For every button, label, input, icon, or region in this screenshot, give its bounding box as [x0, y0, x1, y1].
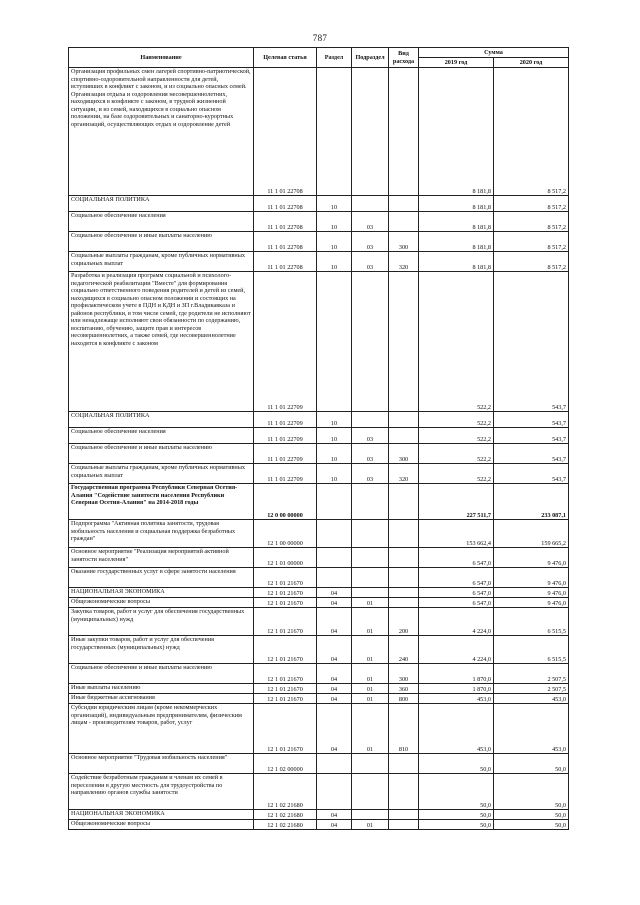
row-amount-2020: 9 476,0	[494, 548, 569, 568]
row-amount-2020: 543,7	[494, 464, 569, 484]
table-row	[69, 754, 569, 774]
row-amount-2019: 4 224,0	[419, 636, 494, 664]
row-amount-2019: 453,0	[419, 704, 494, 754]
table-row	[69, 694, 569, 704]
row-expense-type	[389, 484, 419, 520]
row-amount-2020: 453,0	[494, 704, 569, 754]
row-name: Социальное обеспечение и иные выплаты населению	[69, 444, 254, 464]
row-expense-type	[389, 774, 419, 810]
row-subsection	[352, 412, 389, 428]
row-section: 04	[317, 588, 352, 598]
row-target-code: 11 1 01 22708	[254, 212, 317, 232]
row-expense-type	[389, 272, 419, 412]
row-expense-type	[389, 820, 419, 830]
row-amount-2019: 6 547,0	[419, 598, 494, 608]
row-expense-type: 810	[389, 704, 419, 754]
row-amount-2020: 543,7	[494, 272, 569, 412]
row-target-code: 12 1 02 21680	[254, 810, 317, 820]
row-name: Социальное обеспечение и иные выплаты населению	[69, 664, 254, 684]
row-section: 10	[317, 464, 352, 484]
row-target-code: 12 1 01 21670	[254, 598, 317, 608]
budget-table	[68, 47, 569, 830]
row-target-code: 12 1 00 00000	[254, 520, 317, 548]
row-name: Социальные выплаты гражданам, кроме публичных нормативных социальных выплат	[69, 464, 254, 484]
table-row	[69, 568, 569, 588]
table-row	[69, 412, 569, 428]
row-expense-type: 320	[389, 464, 419, 484]
row-subsection: 03	[352, 444, 389, 464]
table-row	[69, 684, 569, 694]
row-section	[317, 754, 352, 774]
row-expense-type: 320	[389, 252, 419, 272]
row-section: 04	[317, 636, 352, 664]
table-row	[69, 774, 569, 810]
row-target-code: 12 1 01 21670	[254, 568, 317, 588]
row-expense-type	[389, 568, 419, 588]
row-amount-2020: 543,7	[494, 444, 569, 464]
row-subsection: 01	[352, 598, 389, 608]
row-name: НАЦИОНАЛЬНАЯ ЭКОНОМИКА	[69, 810, 254, 820]
row-target-code: 12 1 01 21670	[254, 704, 317, 754]
row-target-code: 12 1 01 21670	[254, 684, 317, 694]
row-name: Разработка и реализация программ социальной и психолого-педагогической реабилитации "Вместе" для формирования социально ответственного поведения родителей и детей из семей, находящихся в социально опасном положении и состоящих на профилактическом учете в ПДН и КДН и ЗП г.Владикавказа и районов республики, в том числе семей, где родители не исполняют или ненадлежаще исполняют свои обязанности по содержанию, воспитанию, обучению, защите прав и интересов несовершеннолетних, а также семей, где несовершеннолетние находятся в конфликте с законом	[69, 272, 254, 412]
row-name: Социальные выплаты гражданам, кроме публичных нормативных социальных выплат	[69, 252, 254, 272]
row-section: 04	[317, 608, 352, 636]
row-name: Подпрограмма "Активная политика занятости, трудовая мобильность населения и социальная поддержка безработных граждан"	[69, 520, 254, 548]
header-section: Раздел	[317, 48, 352, 68]
row-subsection: 01	[352, 694, 389, 704]
row-amount-2020: 543,7	[494, 428, 569, 444]
row-amount-2019: 6 547,0	[419, 568, 494, 588]
table-row	[69, 272, 569, 412]
row-subsection	[352, 774, 389, 810]
row-amount-2019: 153 662,4	[419, 520, 494, 548]
row-subsection	[352, 68, 389, 196]
row-amount-2019: 522,2	[419, 464, 494, 484]
row-name: Основное мероприятие "Трудовая мобильность населения"	[69, 754, 254, 774]
page-number: 787	[312, 33, 328, 43]
row-amount-2019: 522,2	[419, 428, 494, 444]
row-name: СОЦИАЛЬНАЯ ПОЛИТИКА	[69, 412, 254, 428]
table-body	[69, 68, 569, 830]
table-row	[69, 548, 569, 568]
table-row	[69, 608, 569, 636]
row-target-code: 11 1 01 22708	[254, 68, 317, 196]
row-amount-2019: 1 870,0	[419, 684, 494, 694]
row-amount-2019: 8 181,8	[419, 212, 494, 232]
row-subsection: 01	[352, 820, 389, 830]
row-amount-2020: 9 476,0	[494, 568, 569, 588]
row-amount-2019: 6 547,0	[419, 588, 494, 598]
row-target-code: 11 1 01 22708	[254, 232, 317, 252]
header-name: Наименование	[69, 48, 254, 68]
row-expense-type: 360	[389, 684, 419, 694]
row-amount-2019: 4 224,0	[419, 608, 494, 636]
row-section: 10	[317, 212, 352, 232]
row-subsection	[352, 272, 389, 412]
row-amount-2020: 50,0	[494, 754, 569, 774]
row-subsection: 01	[352, 608, 389, 636]
table-row	[69, 464, 569, 484]
table-row	[69, 820, 569, 830]
row-name: НАЦИОНАЛЬНАЯ ЭКОНОМИКА	[69, 588, 254, 598]
row-amount-2020: 6 515,5	[494, 608, 569, 636]
row-amount-2019: 8 181,8	[419, 196, 494, 212]
row-section: 04	[317, 704, 352, 754]
row-expense-type: 300	[389, 664, 419, 684]
row-target-code: 12 0 00 00000	[254, 484, 317, 520]
row-section	[317, 272, 352, 412]
row-name: Социальное обеспечение населения	[69, 212, 254, 232]
row-amount-2019: 8 181,8	[419, 232, 494, 252]
row-amount-2020: 8 517,2	[494, 232, 569, 252]
row-amount-2020: 8 517,2	[494, 68, 569, 196]
table-row	[69, 68, 569, 196]
row-section	[317, 484, 352, 520]
row-name: Оказание государственных услуг в сфере занятости населения	[69, 568, 254, 588]
row-section: 10	[317, 428, 352, 444]
row-expense-type	[389, 548, 419, 568]
table-row	[69, 212, 569, 232]
row-amount-2020: 2 507,5	[494, 684, 569, 694]
row-expense-type: 200	[389, 608, 419, 636]
table-row	[69, 196, 569, 212]
row-amount-2020: 50,0	[494, 820, 569, 830]
row-subsection: 01	[352, 636, 389, 664]
row-section	[317, 68, 352, 196]
row-section: 04	[317, 810, 352, 820]
header-target-article: Целевая статья	[254, 48, 317, 68]
row-name: Иные выплаты населению	[69, 684, 254, 694]
row-amount-2020: 8 517,2	[494, 212, 569, 232]
row-subsection: 03	[352, 232, 389, 252]
table-row	[69, 520, 569, 548]
row-subsection: 03	[352, 212, 389, 232]
table-row	[69, 428, 569, 444]
row-section: 04	[317, 684, 352, 694]
row-amount-2019: 50,0	[419, 820, 494, 830]
table-row	[69, 232, 569, 252]
row-name: Социальное обеспечение населения	[69, 428, 254, 444]
row-name: Иные закупки товаров, работ и услуг для обеспечения государственных (муниципальных) нужд	[69, 636, 254, 664]
row-section: 04	[317, 598, 352, 608]
table-row	[69, 484, 569, 520]
row-section: 04	[317, 664, 352, 684]
row-amount-2019: 453,0	[419, 694, 494, 704]
row-subsection	[352, 548, 389, 568]
row-name: Социальное обеспечение и иные выплаты населению	[69, 232, 254, 252]
row-amount-2019: 1 870,0	[419, 664, 494, 684]
row-target-code: 12 1 01 21670	[254, 608, 317, 636]
row-expense-type	[389, 212, 419, 232]
row-target-code: 12 1 01 00000	[254, 548, 317, 568]
row-expense-type	[389, 196, 419, 212]
row-section: 04	[317, 694, 352, 704]
row-amount-2019: 227 511,7	[419, 484, 494, 520]
row-expense-type	[389, 520, 419, 548]
row-section: 10	[317, 196, 352, 212]
table-row	[69, 444, 569, 464]
table-row	[69, 598, 569, 608]
row-target-code: 12 1 02 21680	[254, 820, 317, 830]
row-subsection: 03	[352, 428, 389, 444]
header-2020: 2020 год	[494, 58, 569, 68]
row-amount-2019: 50,0	[419, 774, 494, 810]
row-subsection	[352, 754, 389, 774]
row-amount-2019: 8 181,8	[419, 252, 494, 272]
row-name: Закупка товаров, работ и услуг для обеспечения государственных (муниципальных) нужд	[69, 608, 254, 636]
row-section	[317, 774, 352, 810]
row-amount-2020: 8 517,2	[494, 196, 569, 212]
row-target-code: 12 1 02 00000	[254, 754, 317, 774]
row-target-code: 11 1 01 22708	[254, 196, 317, 212]
row-amount-2020: 543,7	[494, 412, 569, 428]
row-section: 10	[317, 444, 352, 464]
row-amount-2020: 2 507,5	[494, 664, 569, 684]
header-sum: Сумма	[419, 48, 569, 58]
table-row	[69, 704, 569, 754]
row-target-code: 12 1 01 21670	[254, 588, 317, 598]
row-name: Иные бюджетные ассигнования	[69, 694, 254, 704]
row-amount-2019: 6 547,0	[419, 548, 494, 568]
row-expense-type	[389, 412, 419, 428]
row-subsection: 03	[352, 464, 389, 484]
row-section: 04	[317, 820, 352, 830]
row-name: Организация профильных смен лагерей спортивно-патриотической, спортивно-оздоровительной направленности для детей, вступивших в конфликт с законом, и из социально опасных семей. Организация отдыха и оздоровления несовершеннолетних, находящихся в конфликте с законом, в трудной жизненной ситуации, и из семей, находящихся в социально опасном положении, на базе оздоровительных и санаторно-курортных организаций, осуществляющих отдых и оздоровление детей	[69, 68, 254, 196]
row-amount-2020: 8 517,2	[494, 252, 569, 272]
row-expense-type	[389, 598, 419, 608]
row-expense-type: 300	[389, 232, 419, 252]
row-expense-type	[389, 588, 419, 598]
row-amount-2019: 522,2	[419, 272, 494, 412]
row-name: Общеэкономические вопросы	[69, 598, 254, 608]
table-row	[69, 588, 569, 598]
row-name: Основное мероприятие "Реализация мероприятий активной занятости населения"	[69, 548, 254, 568]
row-expense-type	[389, 754, 419, 774]
row-target-code: 12 1 01 21670	[254, 694, 317, 704]
row-target-code: 12 1 01 21670	[254, 636, 317, 664]
row-target-code: 12 1 01 21670	[254, 664, 317, 684]
row-amount-2019: 522,2	[419, 444, 494, 464]
row-expense-type	[389, 428, 419, 444]
row-subsection	[352, 810, 389, 820]
row-target-code: 12 1 02 21680	[254, 774, 317, 810]
row-section: 10	[317, 232, 352, 252]
row-amount-2020: 159 665,2	[494, 520, 569, 548]
row-amount-2019: 50,0	[419, 810, 494, 820]
row-target-code: 11 1 01 22709	[254, 272, 317, 412]
row-expense-type: 800	[389, 694, 419, 704]
row-amount-2019: 522,2	[419, 412, 494, 428]
header-subsection: Подраздел	[352, 48, 389, 68]
row-subsection	[352, 588, 389, 598]
row-subsection: 03	[352, 252, 389, 272]
row-section	[317, 568, 352, 588]
row-subsection: 01	[352, 664, 389, 684]
row-target-code: 11 1 01 22709	[254, 464, 317, 484]
table-row	[69, 664, 569, 684]
row-expense-type	[389, 810, 419, 820]
row-amount-2019: 50,0	[419, 754, 494, 774]
table-row	[69, 810, 569, 820]
row-amount-2020: 453,0	[494, 694, 569, 704]
table-row	[69, 252, 569, 272]
row-expense-type: 240	[389, 636, 419, 664]
row-subsection	[352, 520, 389, 548]
row-subsection: 01	[352, 684, 389, 694]
row-section	[317, 520, 352, 548]
row-target-code: 11 1 01 22709	[254, 428, 317, 444]
row-name: Субсидии юридическим лицам (кроме некоммерческих организаций), индивидуальным предпринимателям, физическим лицам - производителям товаров, работ, услуг	[69, 704, 254, 754]
row-amount-2020: 9 476,0	[494, 588, 569, 598]
row-name: Содействие безработным гражданам и членам их семей в переселении в другую местность для трудоустройства по направлению органов службы занятости	[69, 774, 254, 810]
row-section: 10	[317, 412, 352, 428]
row-amount-2020: 50,0	[494, 774, 569, 810]
row-amount-2020: 50,0	[494, 810, 569, 820]
row-subsection	[352, 196, 389, 212]
row-name: Общеэкономические вопросы	[69, 820, 254, 830]
header-expense-type: Вид расхода	[389, 48, 419, 68]
row-amount-2019: 8 181,8	[419, 68, 494, 196]
row-subsection	[352, 568, 389, 588]
row-amount-2020: 9 476,0	[494, 598, 569, 608]
row-subsection	[352, 484, 389, 520]
row-target-code: 11 1 01 22709	[254, 444, 317, 464]
row-section	[317, 548, 352, 568]
table-row	[69, 636, 569, 664]
row-amount-2020: 233 087,1	[494, 484, 569, 520]
header-2019: 2019 год	[419, 58, 494, 68]
row-name: Государственная программа Республики Северная Осетия-Алания "Содействие занятости населения Республики Северная Осетия-Алания" на 2014-2018 годы	[69, 484, 254, 520]
row-name: СОЦИАЛЬНАЯ ПОЛИТИКА	[69, 196, 254, 212]
row-expense-type: 300	[389, 444, 419, 464]
row-section: 10	[317, 252, 352, 272]
row-target-code: 11 1 01 22709	[254, 412, 317, 428]
row-amount-2020: 6 515,5	[494, 636, 569, 664]
row-target-code: 11 1 01 22708	[254, 252, 317, 272]
row-subsection: 01	[352, 704, 389, 754]
row-expense-type	[389, 68, 419, 196]
